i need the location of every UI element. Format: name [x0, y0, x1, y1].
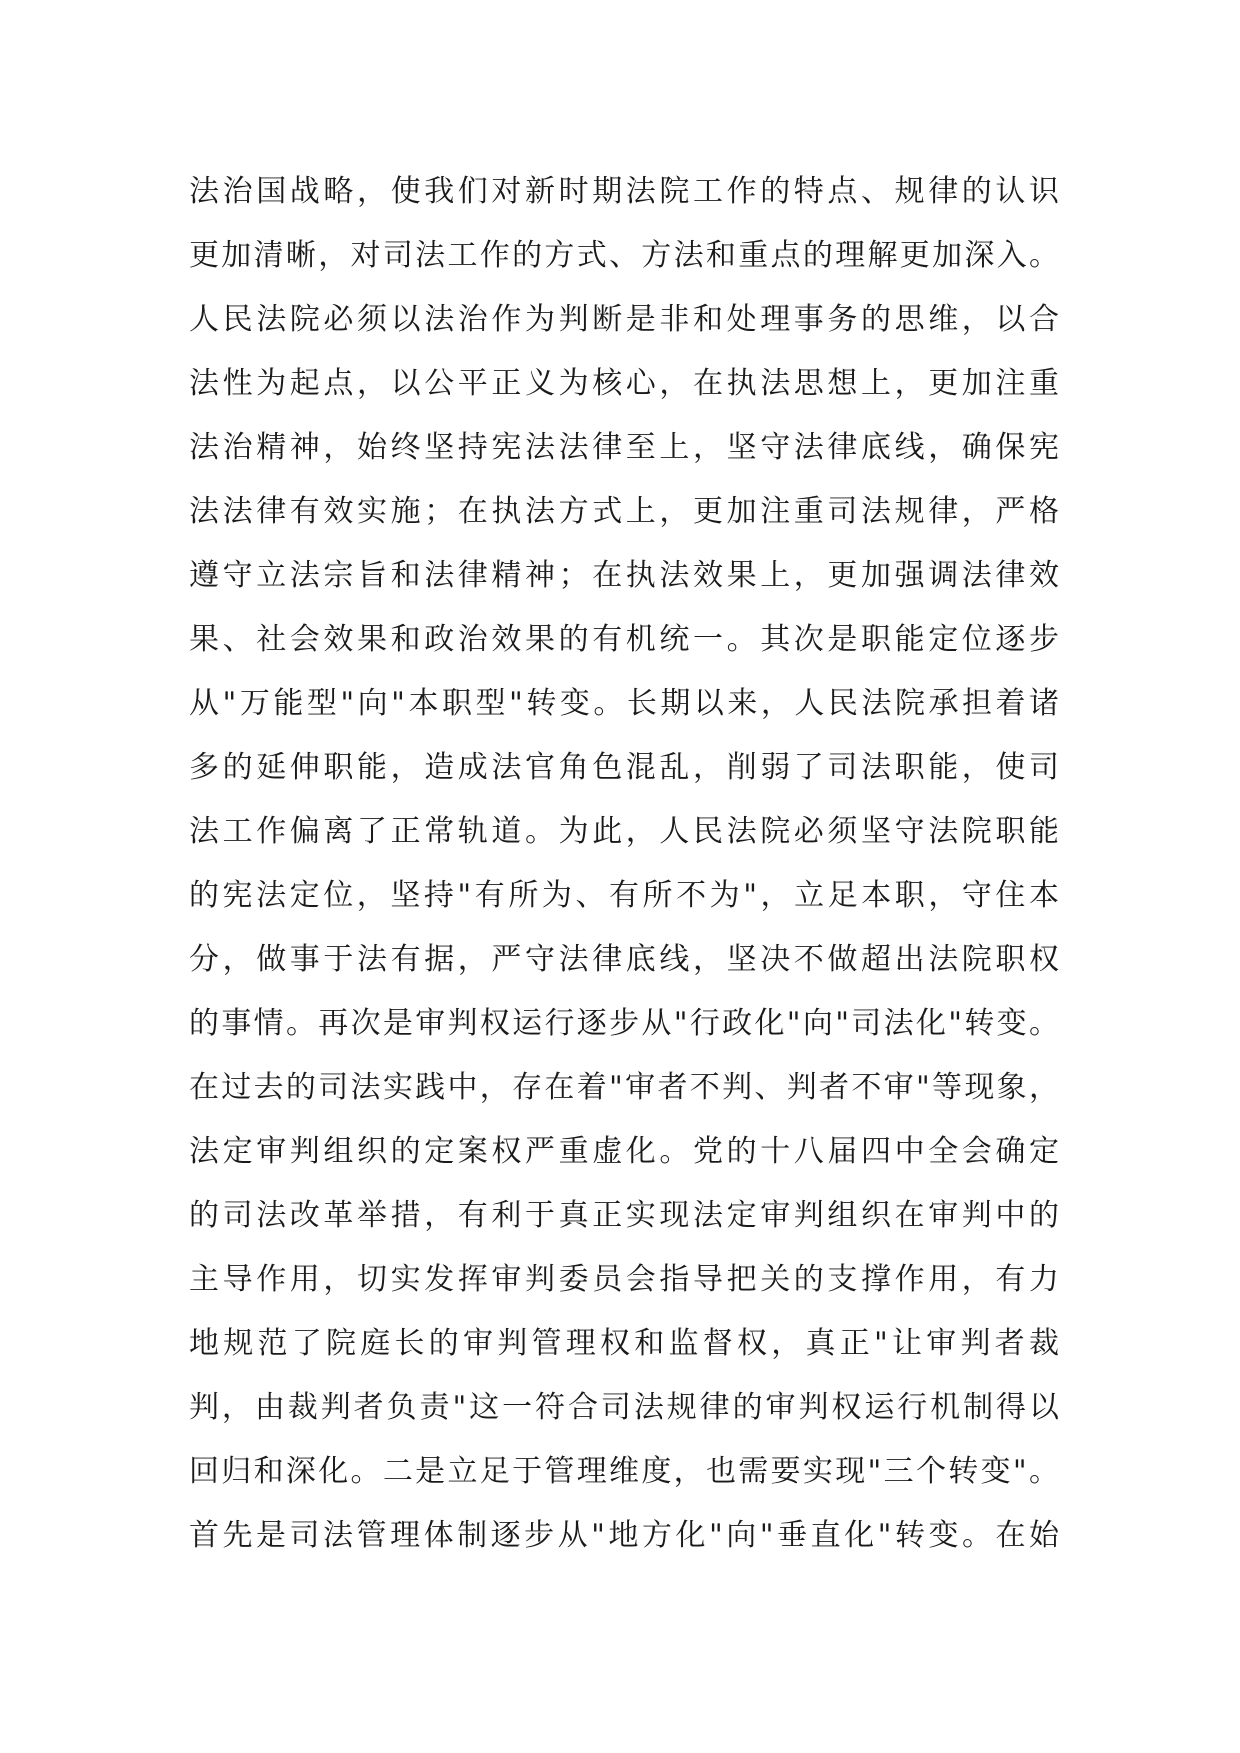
text-line: 首先是司法管理体制逐步从"地方化"向"垂直化"转变。在始 — [189, 1518, 1059, 1553]
text-line: 的司法改革举措，有利于真正实现法定审判组织在审判中的 — [189, 1198, 1059, 1233]
text-line: 的宪法定位，坚持"有所为、有所不为"，立足本职，守住本 — [189, 878, 1059, 913]
body-text — [189, 160, 1059, 1568]
text-line: 遵守立法宗旨和法律精神；在执法效果上，更加强调法律效 — [189, 558, 1059, 593]
text-line: 主导作用，切实发挥审判委员会指导把关的支撑作用，有力 — [189, 1262, 1059, 1297]
text-line: 法定审判组织的定案权严重虚化。党的十八届四中全会确定 — [189, 1134, 1059, 1169]
text-line: 从"万能型"向"本职型"转变。长期以来，人民法院承担着诸 — [189, 686, 1059, 721]
text-line: 更加清晰，对司法工作的方式、方法和重点的理解更加深入。 — [189, 238, 1059, 273]
text-line: 法法律有效实施；在执法方式上，更加注重司法规律，严格 — [189, 494, 1059, 529]
text-line: 法性为起点，以公平正义为核心，在执法思想上，更加注重 — [189, 366, 1059, 401]
text-line: 地规范了院庭长的审判管理权和监督权，真正"让审判者裁 — [189, 1326, 1059, 1361]
text-line: 在过去的司法实践中，存在着"审者不判、判者不审"等现象， — [189, 1070, 1059, 1105]
text-line: 回归和深化。二是立足于管理维度，也需要实现"三个转变"。 — [189, 1454, 1059, 1489]
text-line: 法工作偏离了正常轨道。为此，人民法院必须坚守法院职能 — [189, 814, 1059, 849]
text-line: 果、社会效果和政治效果的有机统一。其次是职能定位逐步 — [189, 622, 1059, 657]
text-line: 多的延伸职能，造成法官角色混乱，削弱了司法职能，使司 — [189, 750, 1059, 785]
text-line: 分，做事于法有据，严守法律底线，坚决不做超出法院职权 — [189, 942, 1059, 977]
text-line: 判，由裁判者负责"这一符合司法规律的审判权运行机制得以 — [189, 1390, 1059, 1425]
text-line: 法治国战略，使我们对新时期法院工作的特点、规律的认识 — [189, 174, 1059, 209]
text-line: 的事情。再次是审判权运行逐步从"行政化"向"司法化"转变。 — [189, 1006, 1059, 1041]
text-line: 人民法院必须以法治作为判断是非和处理事务的思维，以合 — [189, 302, 1059, 337]
text-line: 法治精神，始终坚持宪法法律至上，坚守法律底线，确保宪 — [189, 430, 1059, 465]
